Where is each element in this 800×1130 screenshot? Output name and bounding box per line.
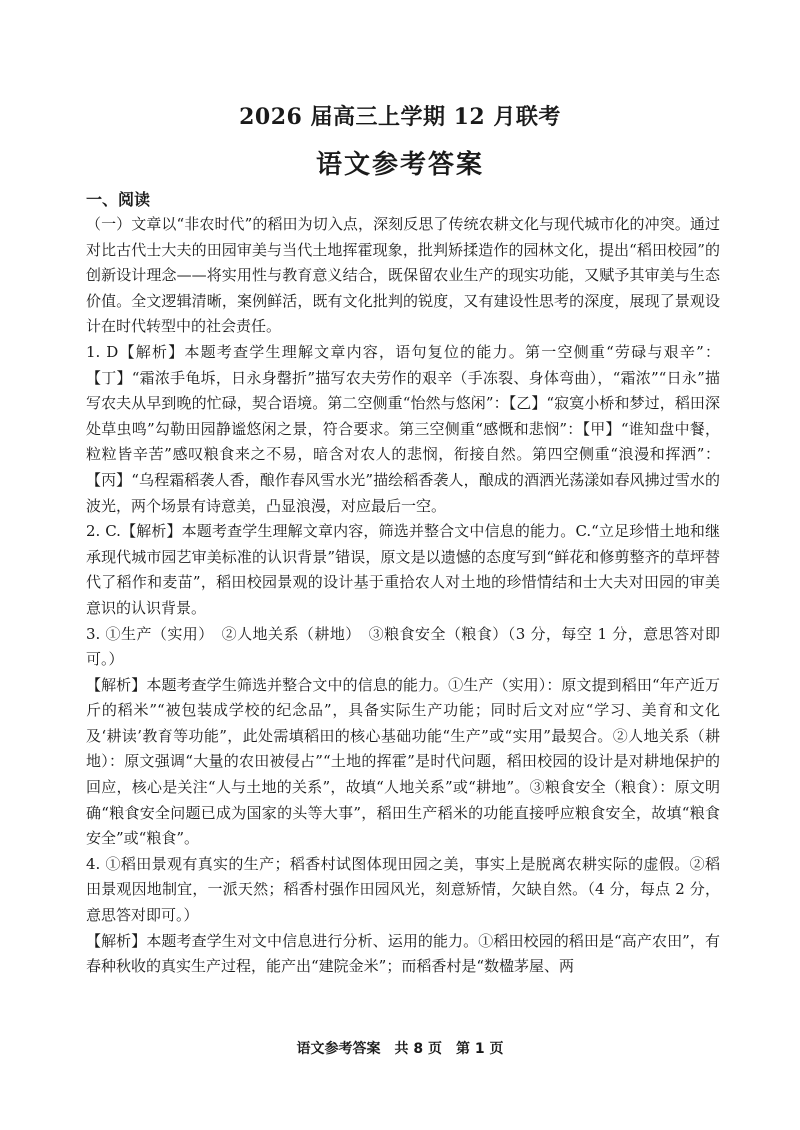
question-4-analysis: 【解析】本题考查学生对文中信息进行分析、运用的能力。①稻田校园的稻田是“高产农田”，有春种秋收的真实生产过程，能产出“建院金米”；而稻香村是“数楹茅屋、两 xyxy=(86,931,720,976)
question-3-answer: 3. ①生产（实用） ②人地关系（耕地） ③粮食安全（粮食）（3 分，每空 1 分，意思答对即可。） xyxy=(86,624,720,669)
section-heading: 一、阅读 xyxy=(86,190,151,209)
question-2-answer: 2. C.【解析】本题考查学生理解文章内容，筛选并整合文中信息的能力。C.“立足珍惜土地和继承现代城市园艺审美标准的认识背景”错误，原文是以遗憾的态度写到“鲜花和修剪整齐的草坪替代了稻作和麦苗”，稻田校园景观的设计基于重拾农人对土地的珍惜情结和士大夫对田园的审美意识的认识背景。 xyxy=(86,522,720,617)
page-footer: 语文参考答案 共 8 页 第 1 页 xyxy=(296,1041,504,1057)
question-4-answer: 4. ①稻田景观有真实的生产；稻香村试图体现田园之美，事实上是脱离农耕实际的虚假。②稻田景观因地制宜，一派天然；稻香村强作田园风光，刻意矫情，欠缺自然。（4 分，每点 2 分，意思答对即可。） xyxy=(86,854,720,925)
question-1-answer: 1. D【解析】本题考查学生理解文章内容，语句复位的能力。第一空侧重“劳碌与艰辛”：【丁】“霜浓手龟坼，日永身罄折”描写农夫劳作的艰辛（手冻裂、身体弯曲），“霜浓”“日永”描写农夫从早到晚的忙碌，契合语境。第二空侧重“怡然与悠闲”：【乙】“寂寞小桥和梦过，稻田深处草虫鸣”勾勒田园静谧悠闲之景，符合要求。第三空侧重“感慨和悲悯”：【甲】“谁知盘中餐，粒粒皆辛苦”感叹粮食来之不易，暗含对农人的悲悯，衔接自然。第四空侧重“浪漫和挥洒”：【丙】“乌程霜稻袭人香，酿作春风雪水光”描绘稻香袭人，酿成的酒洒光荡漾如春风拂过雪水的波光，两个场景有诗意美，凸显浪漫，对应最后一空。 xyxy=(86,342,720,515)
answer-body xyxy=(86,212,720,980)
question-3-analysis: 【解析】本题考查学生筛选并整合文中的信息的能力。①生产（实用）：原文提到稻田“年产近万斤的稻米”“被包装成学校的纪念品”，具备实际生产功能；同时后文对应“学习、美育和文化及‘耕读’教育等功能”，此处需填稻田的核心基础功能“生产”或“实用”最契合。②人地关系（耕地）：原文强调“大量的农田被侵占”“土地的挥霍”是时代问题，稻田校园的设计是对耕地保护的回应，核心是关注“人与土地的关系”，故填“人地关系”或“耕地”。③粮食安全（粮食）：原文明确“粮食安全问题已成为国家的头等大事”，稻田生产稻米的功能直接呼应粮食安全，故填“粮食安全”或“粮食”。 xyxy=(86,675,720,848)
exam-title: 2026 届高三上学期 12 月联考 xyxy=(239,104,561,130)
intro-paragraph: （一）文章以“非农时代”的稻田为切入点，深刻反思了传统农耕文化与现代城市化的冲突。通过对比古代士大夫的田园审美与当代土地挥霍现象，批判矫揉造作的园林文化，提出“稻田校园”的创新设计理念——将实用性与教育意义结合，既保留农业生产的现实功能，又赋予其审美与生态价值。全文逻辑清晰，案例鲜活，既有文化批判的锐度，又有建设性思考的深度，展现了景观设计在时代转型中的社会责任。 xyxy=(86,215,720,336)
document-subtitle: 语文参考答案 xyxy=(315,150,484,180)
